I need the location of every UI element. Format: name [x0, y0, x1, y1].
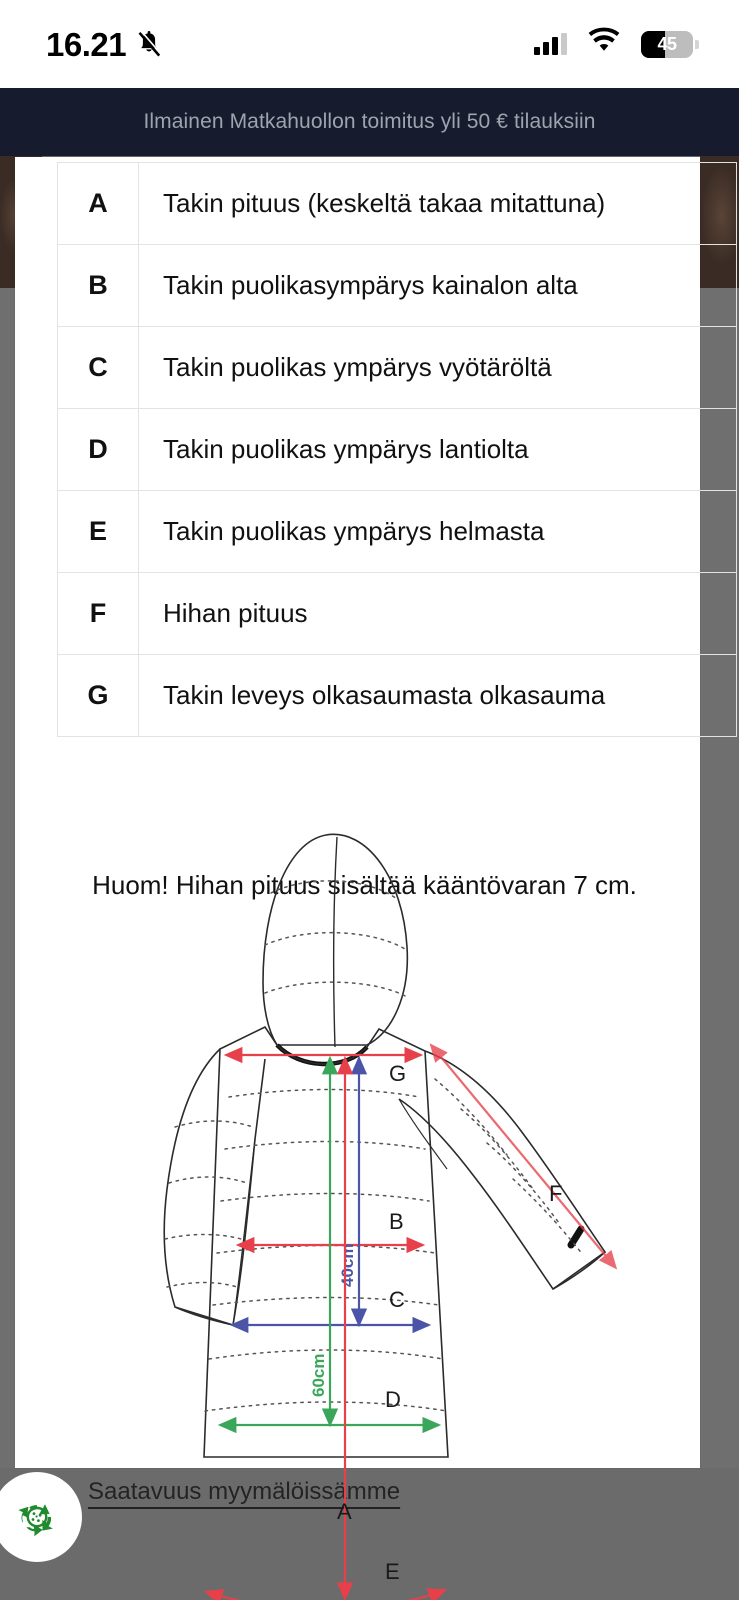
table-row — [58, 573, 737, 655]
promo-banner — [0, 88, 739, 156]
measure-e-label: E — [385, 1559, 400, 1584]
row-desc: Takin puolikas ympärys helmasta — [139, 491, 737, 573]
row-key: B — [58, 245, 139, 327]
quilting-lines — [165, 881, 583, 1411]
measure-c-label: C — [389, 1287, 405, 1312]
row-key: A — [58, 163, 139, 245]
availability-link[interactable]: Saatavuus myymälöissämme — [88, 1478, 401, 1505]
bell-slash-icon — [136, 30, 162, 58]
measure-d-label: D — [385, 1387, 401, 1412]
measure-g-label: G — [389, 1061, 407, 1086]
table-row — [58, 245, 737, 327]
measurement-note: Huom! Hihan pituus sisältää kääntövaran 7 cm. — [92, 870, 637, 900]
battery-percent-label: 45 — [657, 33, 677, 54]
row-key: E — [58, 491, 139, 573]
status-bar-right — [534, 29, 693, 59]
measure-f-label: F — [549, 1181, 563, 1206]
phone-status-bar — [0, 0, 739, 88]
table-row — [58, 491, 737, 573]
measure-60cm-label: 60cm — [309, 1353, 328, 1397]
table-row — [58, 327, 737, 409]
table-row — [58, 655, 737, 737]
size-guide-table-body — [58, 163, 737, 737]
row-desc: Takin puolikasympärys kainalon alta — [139, 245, 737, 327]
size-guide-table — [57, 162, 737, 737]
battery-cap — [695, 40, 699, 49]
row-key: D — [58, 409, 139, 491]
row-desc: Takin leveys olkasaumasta olkasauma — [139, 655, 737, 737]
wifi-icon — [587, 29, 621, 59]
row-key: F — [58, 573, 139, 655]
jacket-outline — [164, 834, 605, 1457]
measure-a-label: A — [337, 1499, 352, 1524]
promo-banner-text: Ilmainen Matkahuollon toimitus yli 50 € tilauksiin — [143, 110, 596, 133]
row-desc: Takin pituus (keskeltä takaa mitattuna) — [139, 163, 737, 245]
table-row — [58, 409, 737, 491]
clock-time: 16.21 — [46, 25, 127, 63]
cellular-signal-icon — [534, 33, 567, 55]
row-desc: Hihan pituus — [139, 573, 737, 655]
battery-indicator — [641, 31, 693, 58]
table-row — [58, 163, 737, 245]
row-desc: Takin puolikas ympärys vyötäröltä — [139, 327, 737, 409]
row-desc: Takin puolikas ympärys lantiolta — [139, 409, 737, 491]
status-bar-left — [46, 25, 162, 63]
row-key: C — [58, 327, 139, 409]
measure-40cm-label: 40cm — [338, 1243, 357, 1287]
measure-b-label: B — [389, 1209, 404, 1234]
row-key: G — [58, 655, 139, 737]
